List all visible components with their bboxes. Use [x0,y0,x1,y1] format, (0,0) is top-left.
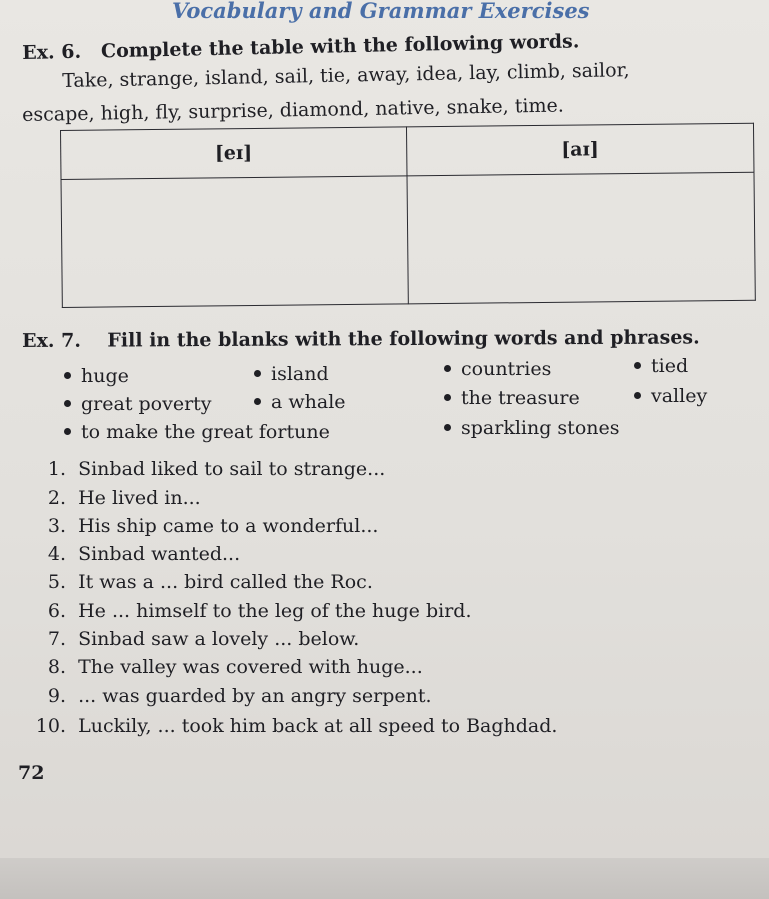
bullet-icon [64,428,71,435]
ex6-word-line-2: escape, high, fly, surprise, diamond, native, snake, time. [22,94,564,126]
ex7-number: Ex. 7. [22,329,81,352]
sentence-item: 8. The valley was covered with huge... [47,656,423,678]
word-item: great poverty [64,393,212,415]
word-item: valley [634,385,707,407]
word-item: a whale [254,391,346,413]
bullet-icon [444,365,451,372]
word-item: countries [444,358,551,380]
page-header-title: Vocabulary and Grammar Exercises [172,0,590,23]
word-item: to make the great fortune [64,421,330,443]
table-header-ei: [eɪ] [61,127,407,180]
sentence-item: 10. Luckily, ... took him back at all speed to Baghdad. [35,715,558,737]
sentence-item: 6. He ... himself to the leg of the huge bird. [47,600,472,622]
ex6-number: Ex. 6. [22,40,82,64]
bullet-icon [444,424,451,431]
table-cell-ei[interactable] [61,176,408,308]
word-item: the treasure [444,387,580,409]
bullet-icon [64,372,71,379]
ex7-instruction: Fill in the blanks with the following words and phrases. [107,326,700,352]
table-answer-row [61,172,755,307]
sentence-item: 5. It was a ... bird called the Roc. [47,571,373,593]
page-number: 72 [18,762,45,784]
bullet-icon [634,362,641,369]
word-item: island [254,363,329,385]
ex6-word-line-1: Take, strange, island, sail, tie, away, idea, lay, climb, sailor, [62,59,630,92]
table-header-ai: [aɪ] [406,123,754,176]
ex6-sound-table [60,123,756,308]
ex6-instruction: Complete the table with the following words. [100,30,580,63]
word-item: tied [634,355,688,377]
ex7-heading [22,326,700,352]
bullet-icon [634,392,641,399]
sentence-item: 4. Sinbad wanted... [47,543,241,565]
table-surface [0,858,769,899]
table-header-row [61,123,754,179]
bullet-icon [254,398,261,405]
sentence-item: 1. Sinbad liked to sail to strange... [47,458,386,480]
word-item: huge [64,365,129,387]
sentence-item: 3. His ship came to a wonderful... [47,515,379,537]
bullet-icon [444,394,451,401]
table-cell-ai[interactable] [407,172,756,304]
ex6-heading [22,30,580,64]
bullet-icon [64,400,71,407]
sentence-item: 2. He lived in... [47,487,201,509]
sentence-item: 7. Sinbad saw a lovely ... below. [47,628,360,650]
word-item: sparkling stones [444,417,620,439]
sentence-item: 9. ... was guarded by an angry serpent. [47,685,432,707]
bullet-icon [254,370,261,377]
